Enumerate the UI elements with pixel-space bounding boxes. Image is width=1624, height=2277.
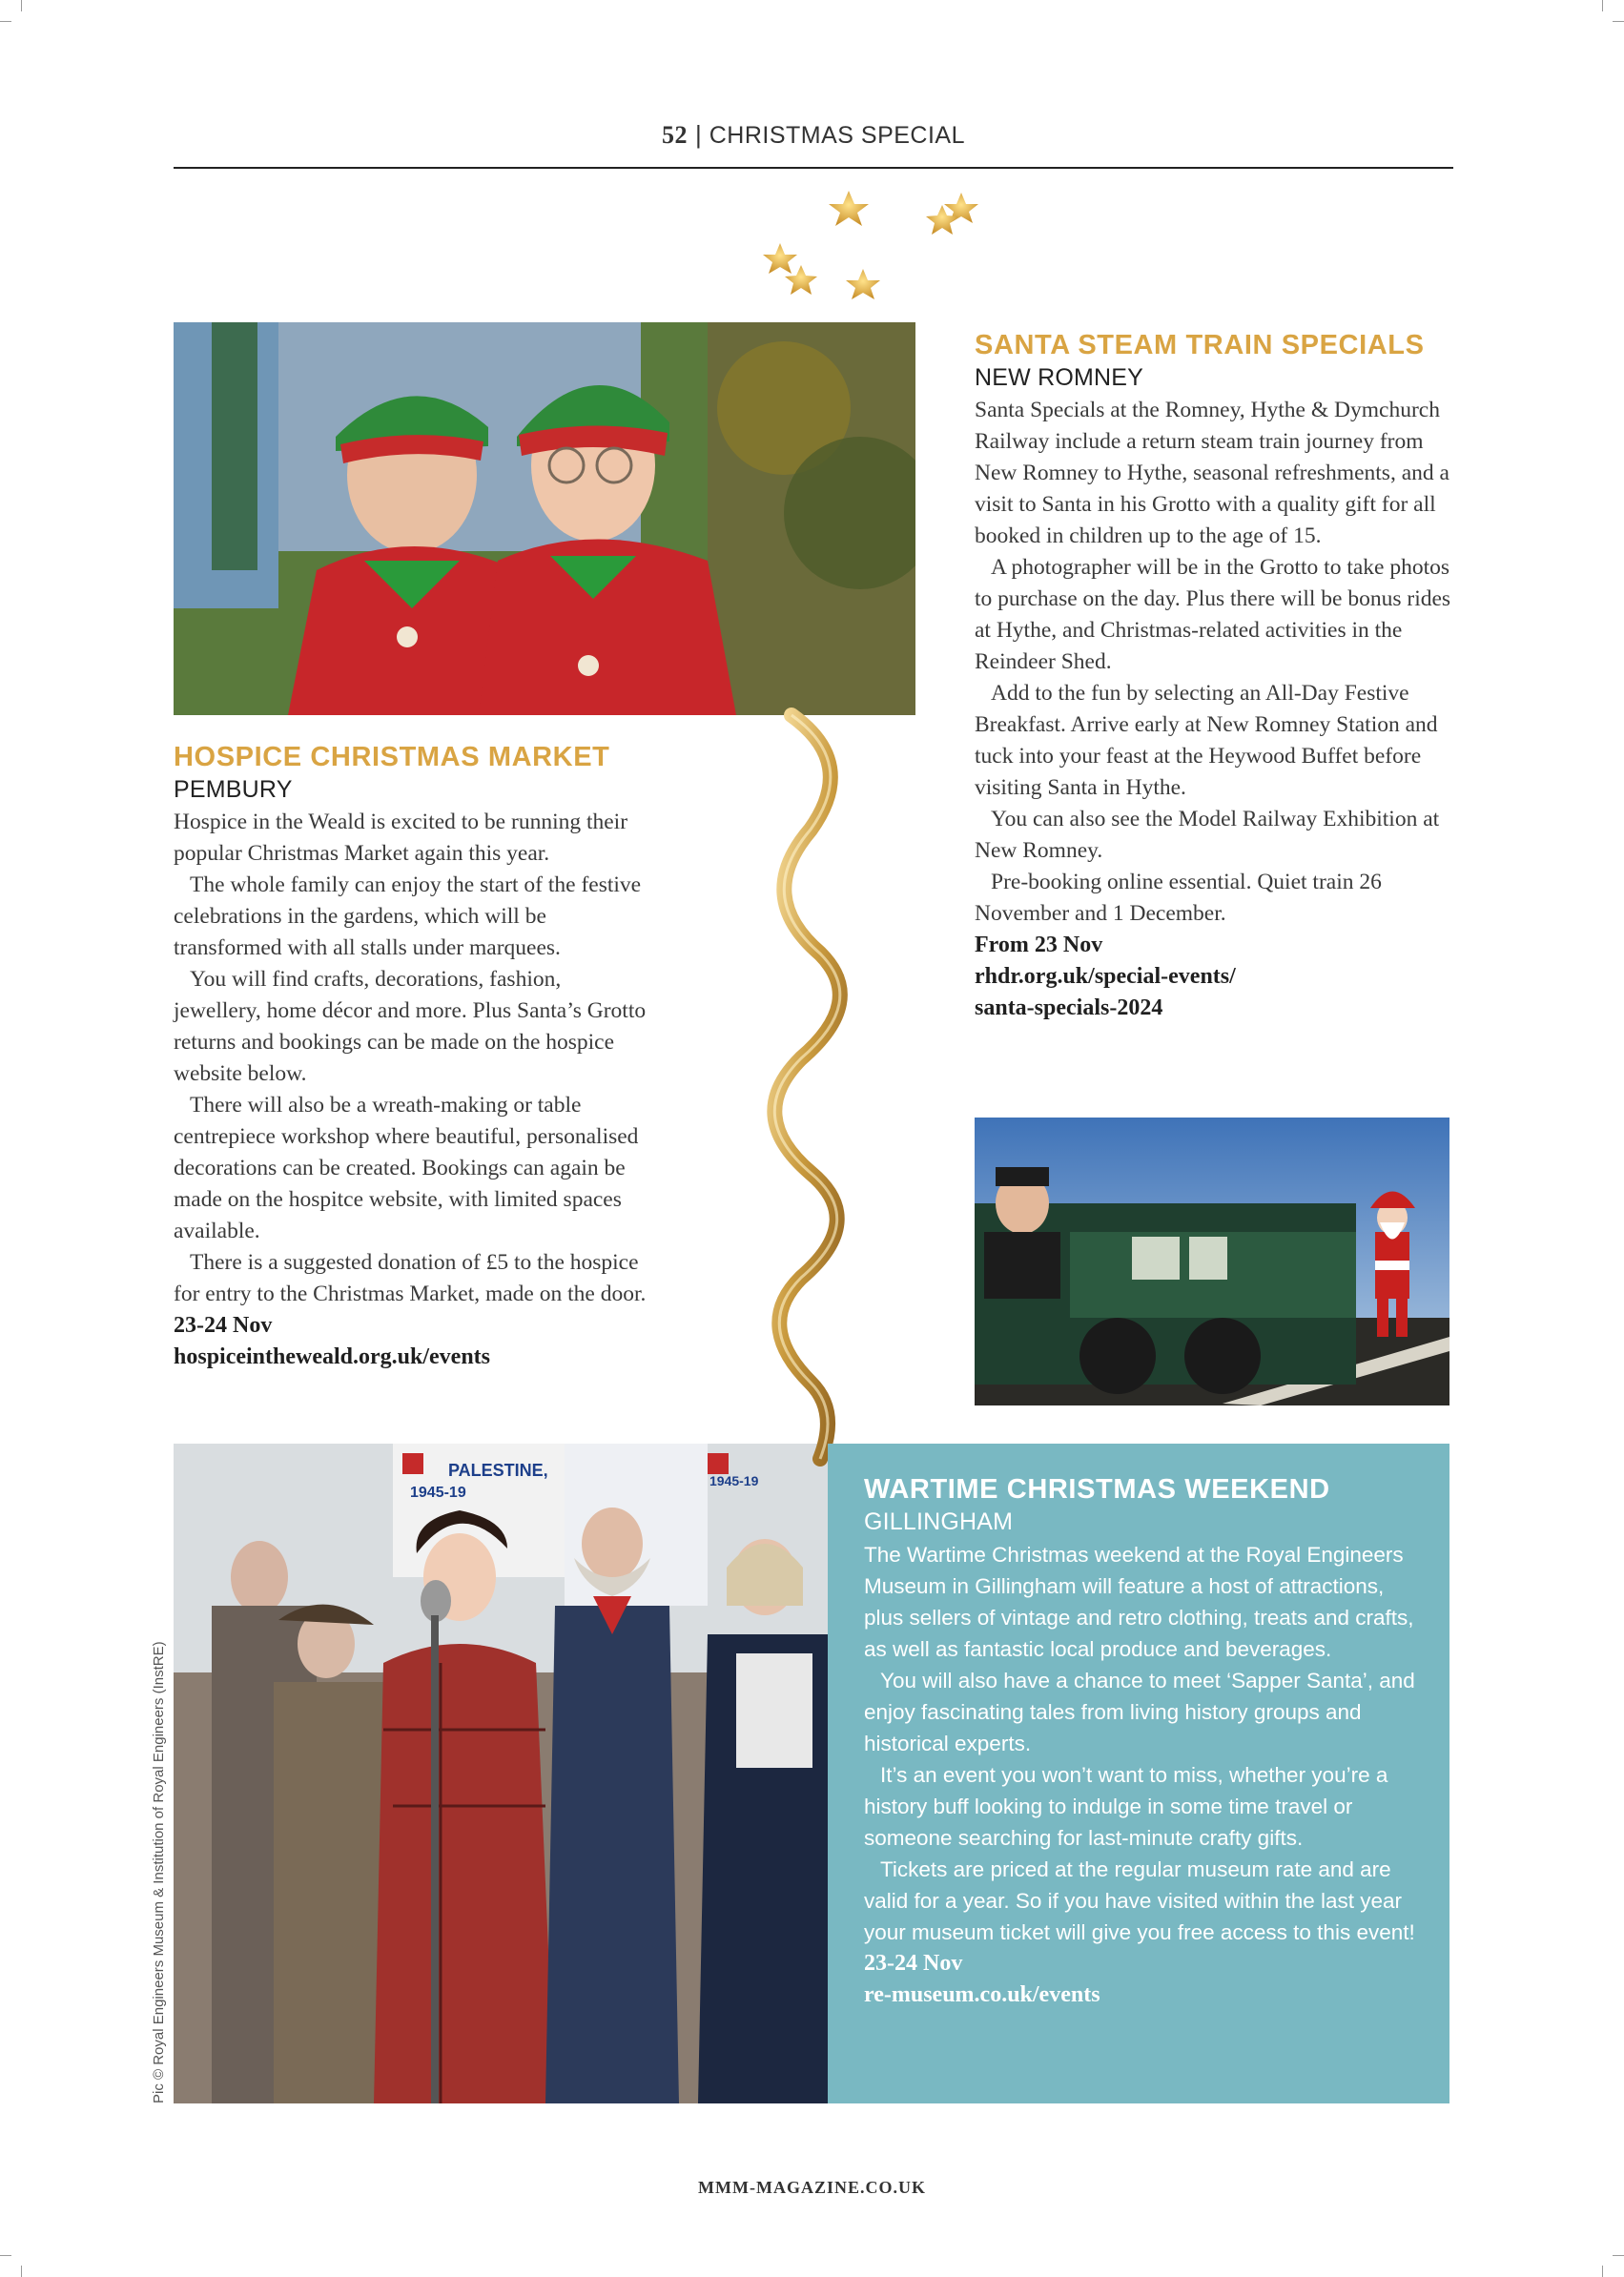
crop-mark bbox=[21, 0, 22, 11]
event-dates: 23-24 Nov bbox=[864, 1951, 963, 1976]
headline: WARTIME CHRISTMAS WEEKEND bbox=[864, 1474, 1330, 1505]
banner-years-side: 1945-19 bbox=[709, 1473, 759, 1488]
event-url-continued[interactable]: santa-specials-2024 bbox=[975, 995, 1163, 1020]
santa-train-article bbox=[975, 328, 1451, 1024]
article-body bbox=[174, 807, 650, 1310]
stars-decoration bbox=[753, 181, 992, 315]
star-icon bbox=[846, 269, 880, 299]
location: NEW ROMNEY bbox=[975, 364, 1143, 391]
event-url[interactable]: hospiceintheweald.org.uk/events bbox=[174, 1344, 491, 1369]
footer-url[interactable]: MMM-MAGAZINE.CO.UK bbox=[698, 2178, 926, 2197]
hospice-article bbox=[174, 740, 650, 1373]
paragraph: The Wartime Christmas weekend at the Royal Engineers Museum in Gillingham will feature a host of attractions, plus sellers of vintage and retro clothing, treats and crafts, as well as fantastic local produce and beverages. bbox=[864, 1543, 1414, 1661]
event-dates: 23-24 Nov bbox=[174, 1313, 273, 1338]
ribbon-decoration bbox=[734, 706, 868, 1468]
paragraph: You will find crafts, decorations, fashion, jewellery, home décor and more. Plus Santa’s Grotto returns and bookings can be made on the hospice website below. bbox=[174, 967, 647, 1086]
crop-mark bbox=[0, 21, 11, 22]
article-body bbox=[975, 395, 1451, 930]
paragraph: You can also see the Model Railway Exhibition at New Romney. bbox=[975, 807, 1440, 863]
paragraph: Hospice in the Weald is excited to be running their popular Christmas Market again this year. bbox=[174, 810, 628, 866]
paragraph: A photographer will be in the Grotto to take photos to purchase on the day. Plus there will be bonus rides at Hythe, and Christmas-related activities in the Reindeer Shed. bbox=[975, 555, 1451, 674]
paragraph: There will also be a wreath-making or table centrepiece workshop where beautiful, personalised decorations can be created. Bookings can again be made on the hospitce website, with limited spaces available. bbox=[174, 1093, 639, 1243]
crop-mark bbox=[0, 2255, 11, 2256]
crop-mark bbox=[1602, 0, 1603, 11]
crop-mark bbox=[1613, 2255, 1624, 2256]
photo-credit: Pic © Royal Engineers Museum & Institution of Royal Engineers (InstRE) bbox=[151, 1641, 167, 2103]
article-body bbox=[864, 1539, 1427, 1948]
crop-mark bbox=[1602, 2266, 1603, 2277]
wartime-box bbox=[828, 1444, 1449, 2103]
headline: HOSPICE CHRISTMAS MARKET bbox=[174, 742, 610, 772]
star-icon bbox=[829, 191, 869, 226]
star-icon bbox=[763, 243, 797, 274]
header-separator: | bbox=[694, 120, 702, 149]
page-header bbox=[174, 120, 1453, 168]
location: GILLINGHAM bbox=[864, 1508, 1014, 1535]
wartime-photo bbox=[174, 1444, 832, 2103]
banner-years: 1945-19 bbox=[410, 1485, 466, 1501]
headline: SANTA STEAM TRAIN SPECIALS bbox=[975, 330, 1425, 360]
crop-mark bbox=[1613, 21, 1624, 22]
elves-photo bbox=[174, 322, 915, 715]
event-url[interactable]: re-museum.co.uk/events bbox=[864, 1982, 1100, 2007]
wartime-article bbox=[864, 1472, 1427, 2011]
steam-train-photo bbox=[975, 1118, 1449, 1405]
paragraph: It’s an event you won’t want to miss, whether you’re a history buff looking to indulge in some time travel or someone searching for last-minute crafty gifts. bbox=[864, 1763, 1388, 1850]
paragraph: You will also have a chance to meet ‘Sapper Santa’, and enjoy fascinating tales from living history groups and historical experts. bbox=[864, 1669, 1415, 1755]
section-title: CHRISTMAS SPECIAL bbox=[709, 122, 966, 149]
paragraph: Add to the fun by selecting an All-Day Festive Breakfast. Arrive early at New Romney Station and tuck into your feast at the Heywood Buffet before visiting Santa in Hythe. bbox=[975, 681, 1438, 800]
paragraph: The whole family can enjoy the start of the festive celebrations in the gardens, which will be transformed with all stalls under marquees. bbox=[174, 872, 642, 960]
paragraph: Santa Specials at the Romney, Hythe & Dymchurch Railway include a return steam train journey from New Romney to Hythe, seasonal refreshments, and a visit to Santa in his Grotto with a quality gift for all booked in children up to the age of 15. bbox=[975, 398, 1449, 548]
location: PEMBURY bbox=[174, 776, 293, 803]
header-rule bbox=[174, 167, 1453, 169]
event-dates: From 23 Nov bbox=[975, 933, 1103, 957]
paragraph: Tickets are priced at the regular museum rate and are valid for a year. So if you have visited within the last year your museum ticket will give you free access to this event! bbox=[864, 1857, 1415, 1944]
event-url[interactable]: rhdr.org.uk/special-events/ bbox=[975, 964, 1236, 989]
page-number: 52 bbox=[661, 121, 688, 149]
paragraph: There is a suggested donation of £5 to the hospice for entry to the Christmas Market, made on the door. bbox=[174, 1250, 647, 1306]
crop-mark bbox=[21, 2266, 22, 2277]
banner-title: PALESTINE, bbox=[448, 1461, 548, 1480]
paragraph: Pre-booking online essential. Quiet train 26 November and 1 December. bbox=[975, 870, 1382, 926]
